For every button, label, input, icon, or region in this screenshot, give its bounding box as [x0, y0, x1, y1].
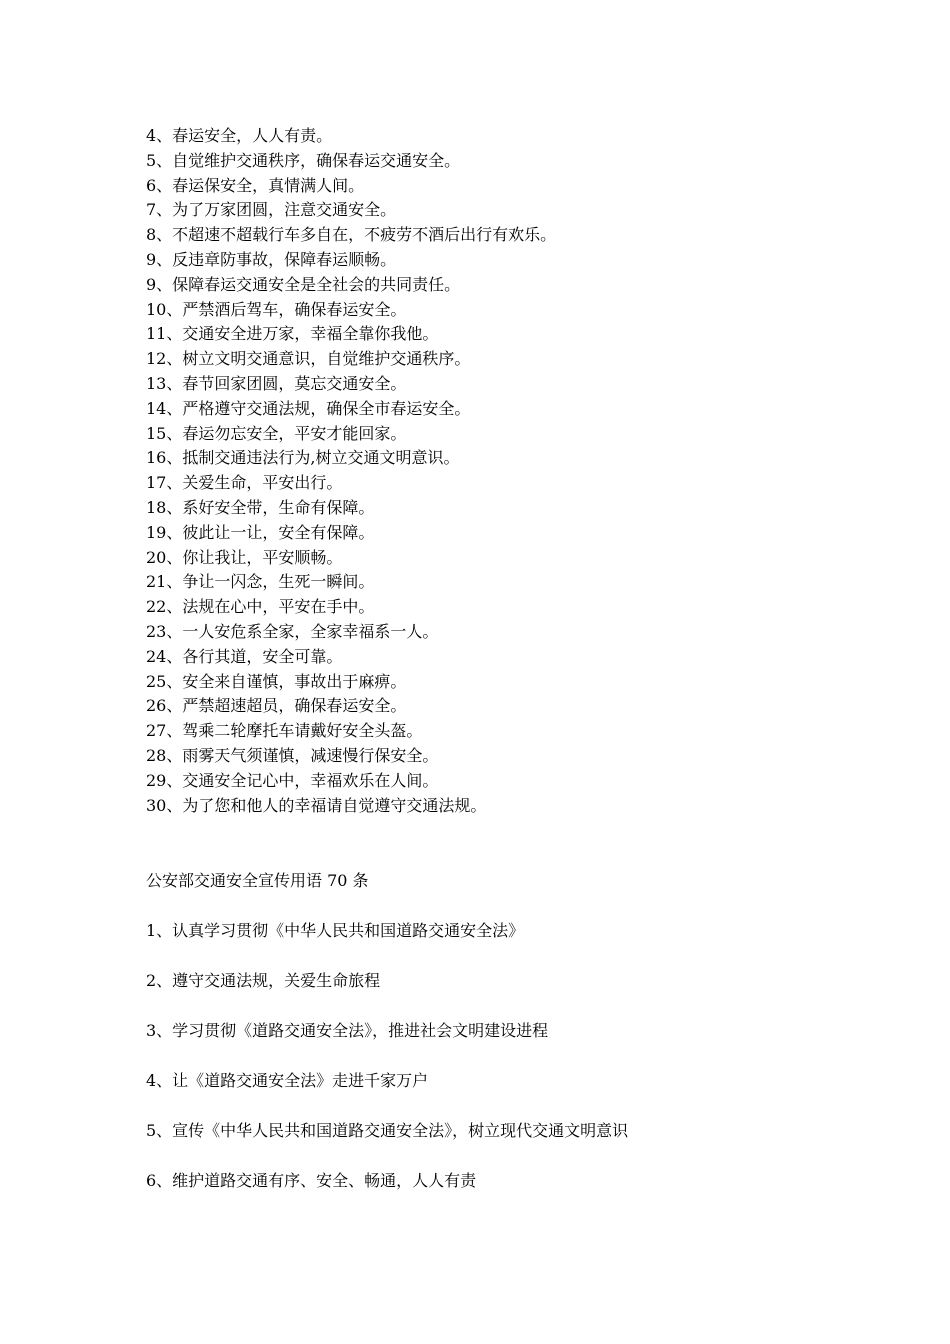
list-item: 14、严格遵守交通法规，确保全市春运安全。 — [146, 398, 471, 418]
list-item: 7、为了万家团圆，注意交通安全。 — [146, 200, 397, 220]
list-item: 27、驾乘二轮摩托车请戴好安全头盔。 — [146, 721, 423, 741]
list-item: 17、关爱生命，平安出行。 — [146, 473, 343, 493]
list-item: 8、不超速不超载行车多自在，不疲劳不酒后出行有欢乐。 — [146, 225, 557, 245]
list-item: 12、树立文明交通意识，自觉维护交通秩序。 — [146, 349, 471, 369]
list-item: 2、遵守交通法规，关爱生命旅程 — [146, 971, 381, 991]
list-item: 30、为了您和他人的幸福请自觉遵守交通法规。 — [146, 795, 487, 815]
list-item: 18、系好安全带，生命有保障。 — [146, 497, 375, 517]
list-item: 25、安全来自谨慎，事故出于麻痹。 — [146, 671, 407, 691]
document-page — [146, 124, 866, 1219]
list-item: 4、春运安全，人人有责。 — [146, 126, 333, 145]
section-title: 公安部交通安全宣传用语 70 条 — [146, 871, 369, 891]
list-item: 20、你让我让，平安顺畅。 — [146, 547, 343, 567]
list-item: 16、抵制交通违法行为,树立交通文明意识。 — [146, 448, 460, 468]
list-item: 29、交通安全记心中，幸福欢乐在人间。 — [146, 770, 439, 790]
list-item: 22、法规在心中，平安在手中。 — [146, 597, 375, 617]
list-item: 1、认真学习贯彻《中华人民共和国道路交通安全法》 — [146, 921, 525, 941]
list-item: 28、雨雾天气须谨慎，减速慢行保安全。 — [146, 745, 439, 765]
list-item: 21、争让一闪念，生死一瞬间。 — [146, 572, 375, 592]
list-item: 10、严禁酒后驾车，确保春运安全。 — [146, 299, 407, 319]
list-item: 5、宣传《中华人民共和国道路交通安全法》，树立现代交通文明意识 — [146, 1121, 629, 1141]
list-item: 9、保障春运交通安全是全社会的共同责任。 — [146, 274, 461, 294]
list-item: 3、学习贯彻《道路交通安全法》，推进社会文明建设进程 — [146, 1021, 549, 1041]
list-item: 13、春节回家团圆，莫忘交通安全。 — [146, 373, 407, 393]
ministry-slogan-list — [146, 919, 866, 1193]
list-item: 9、反违章防事故，保障春运顺畅。 — [146, 249, 397, 269]
list-item: 5、自觉维护交通秩序，确保春运交通安全。 — [146, 150, 461, 170]
list-item: 11、交通安全进万家，幸福全靠你我他。 — [146, 324, 439, 344]
list-item: 23、一人安危系全家，全家幸福系一人。 — [146, 621, 439, 641]
list-item: 26、严禁超速超员，确保春运安全。 — [146, 696, 407, 716]
list-item: 19、彼此让一让，安全有保障。 — [146, 522, 375, 542]
list-item: 15、春运勿忘安全，平安才能回家。 — [146, 423, 407, 443]
list-item: 4、让《道路交通安全法》走进千家万户 — [146, 1071, 429, 1091]
spring-travel-slogan-list — [146, 124, 866, 818]
list-item: 6、维护道路交通有序、安全、畅通，人人有责 — [146, 1171, 477, 1191]
list-item: 24、各行其道，安全可靠。 — [146, 646, 343, 666]
list-item: 6、春运保安全，真情满人间。 — [146, 175, 365, 195]
